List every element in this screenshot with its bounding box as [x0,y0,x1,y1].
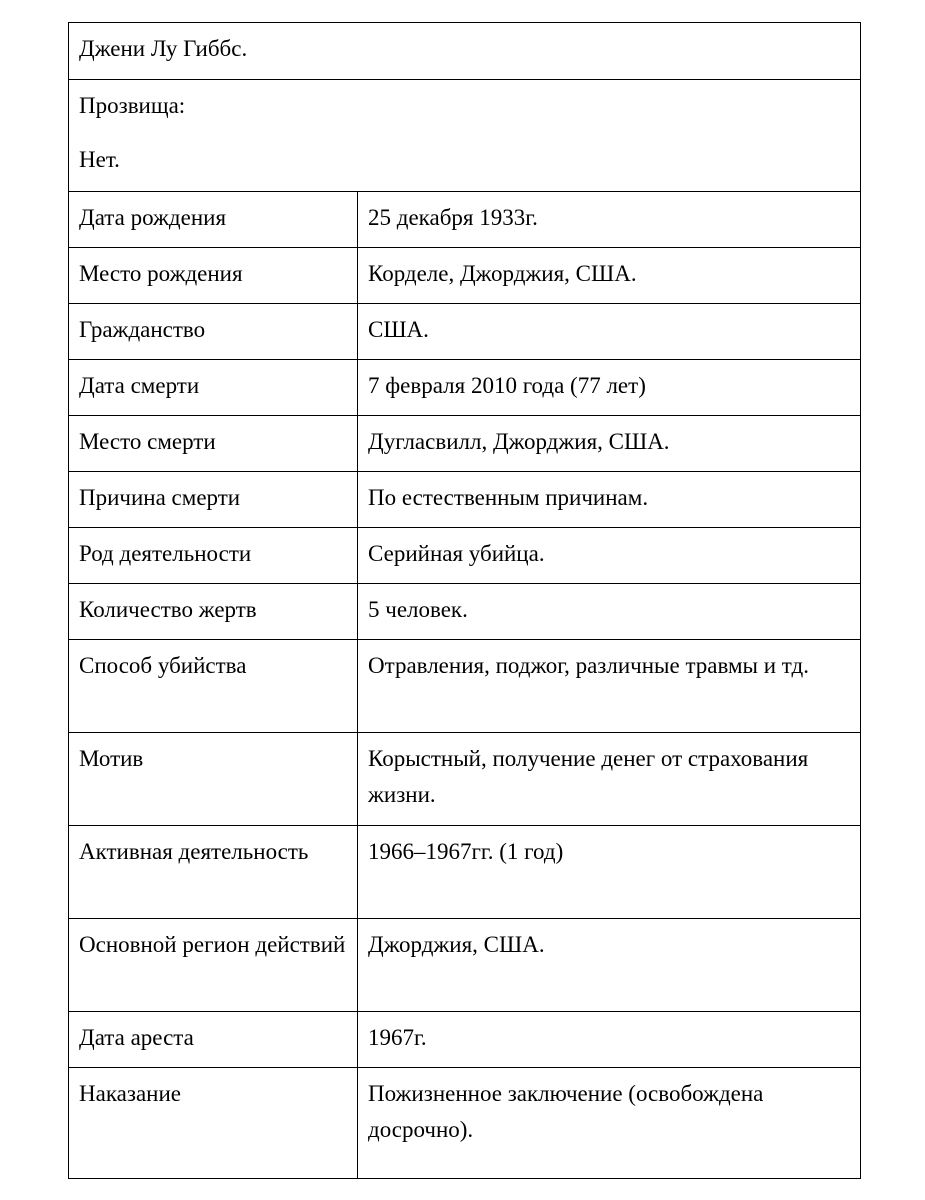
table-row [69,1068,861,1179]
nicknames-value: Нет. [79,147,120,172]
row-label: Место смерти [69,416,358,472]
row-label: Мотив [69,733,358,826]
row-value: 1967г. [358,1012,861,1068]
row-label: Основной регион действий [69,919,358,1012]
table-row [69,733,861,826]
row-label: Активная деятельность [69,826,358,919]
table-row [69,248,861,304]
table-row [69,826,861,919]
row-value: Пожизненное заключение (освобождена досрочно). [358,1068,861,1179]
row-value: Корделе, Джорджия, США. [358,248,861,304]
person-name: Джени Лу Гиббс. [79,36,248,61]
row-label: Дата смерти [69,360,358,416]
row-label: Дата ареста [69,1012,358,1068]
table-row [69,360,861,416]
table-row [69,640,861,733]
row-label: Род деятельности [69,528,358,584]
row-value: 25 декабря 1933г. [358,192,861,248]
row-value: Джорджия, США. [358,919,861,1012]
table-row [69,472,861,528]
row-value: 7 февраля 2010 года (77 лет) [358,360,861,416]
row-value: 1966–1967гг. (1 год) [358,826,861,919]
row-value: Отравления, поджог, различные травмы и тд. [358,640,861,733]
row-value: 5 человек. [358,584,861,640]
row-label: Количество жертв [69,584,358,640]
row-value: Корыстный, получение денег от страхования жизни. [358,733,861,826]
table-row [69,1012,861,1068]
name-cell [69,23,861,80]
row-label: Наказание [69,1068,358,1179]
nicknames-label: Прозвища: [79,93,186,118]
nicknames-row [69,80,861,192]
row-value: Дугласвилл, Джорджия, США. [358,416,861,472]
name-row [69,23,861,80]
row-label: Место рождения [69,248,358,304]
row-label: Гражданство [69,304,358,360]
table-row [69,919,861,1012]
row-value: Серийная убийца. [358,528,861,584]
table-row [69,416,861,472]
row-label: Способ убийства [69,640,358,733]
row-value: США. [358,304,861,360]
table-row [69,584,861,640]
table-row [69,304,861,360]
profile-table [68,22,861,1179]
row-label: Дата рождения [69,192,358,248]
row-value: По естественным причинам. [358,472,861,528]
row-label: Причина смерти [69,472,358,528]
table-row [69,528,861,584]
table-row [69,192,861,248]
nicknames-cell [69,80,861,192]
